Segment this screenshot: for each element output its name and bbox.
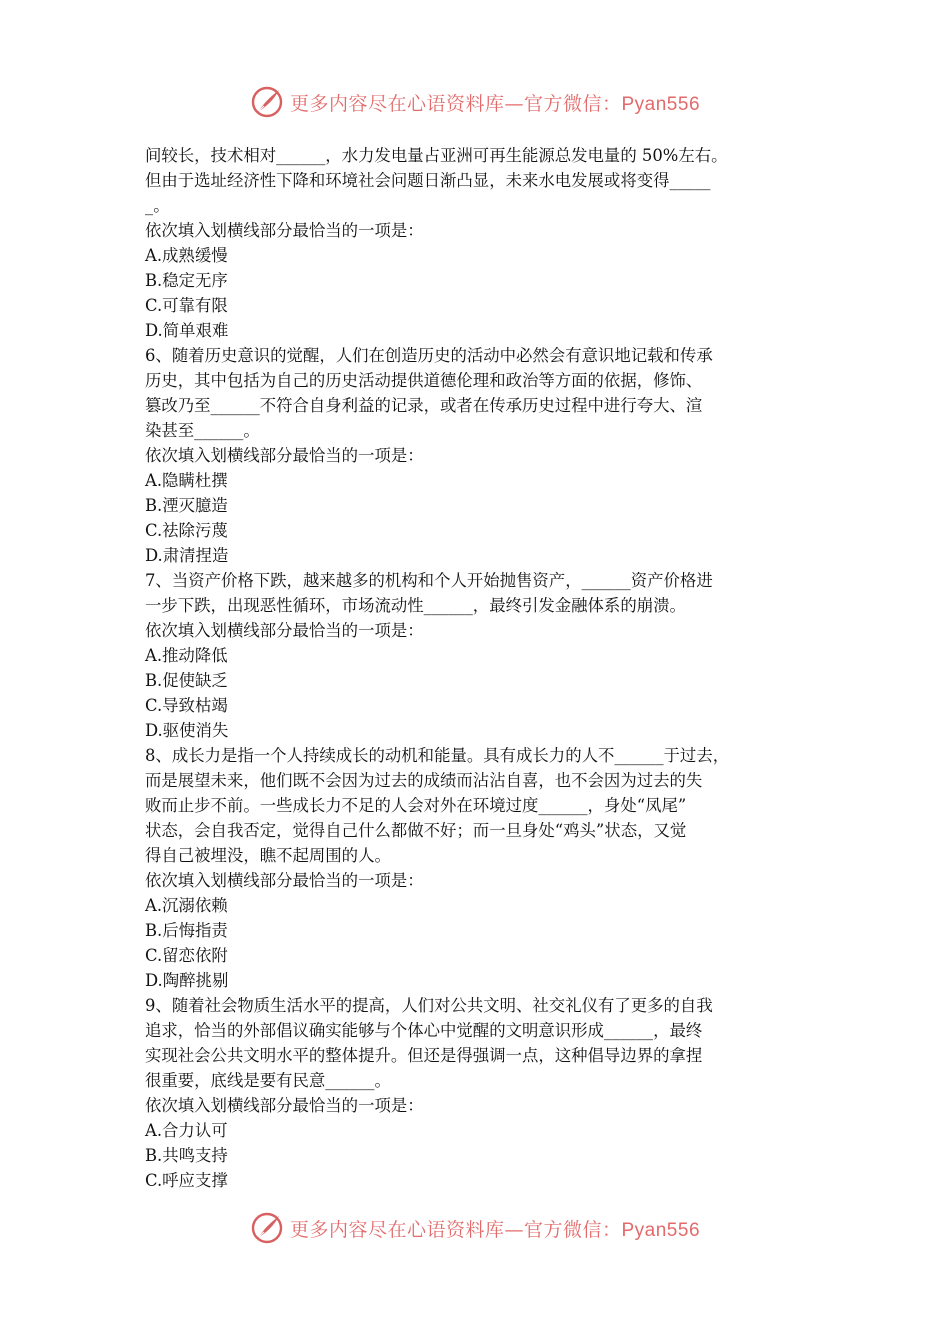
text-line: B.后悔指责 (145, 921, 228, 940)
header-banner (0, 82, 950, 122)
text-line: D.肃清捏造 (145, 546, 229, 565)
text-line: A.沉溺依赖 (145, 896, 228, 915)
text-line: 依次填入划横线部分最恰当的一项是： (145, 1096, 424, 1115)
text-line: B.稳定无序 (145, 271, 228, 290)
text-line: 依次填入划横线部分最恰当的一项是： (145, 446, 424, 465)
text-line: 一步下跌，出现恶性循环，市场流动性______，最终引发金融体系的崩溃。 (145, 596, 686, 615)
text-line: 间较长，技术相对______，水力发电量占亚洲可再生能源总发电量的 50%左右。 (145, 146, 728, 165)
text-line: 很重要，底线是要有民意______。 (145, 1071, 391, 1090)
text-line: 实现社会公共文明水平的整体提升。但还是得强调一点，这种倡导边界的拿捏 (145, 1046, 703, 1065)
text-line: B.促使缺乏 (145, 671, 228, 690)
banner-text: 更多内容尽在心语资料库—官方微信：Pyan556 (289, 92, 701, 115)
text-line: A.成熟缓慢 (145, 246, 228, 265)
banner-text: 更多内容尽在心语资料库—官方微信：Pyan556 (289, 1218, 701, 1241)
text-line: 8、成长力是指一个人持续成长的动机和能量。具有成长力的人不______于过去， (145, 746, 730, 765)
text-line: 但由于选址经济性下降和环境社会问题日渐凸显，未来水电发展或将变得_____ (145, 171, 711, 190)
text-line: B.共鸣支持 (145, 1146, 228, 1165)
text-line: A.合力认可 (145, 1121, 228, 1140)
text-line: 6、随着历史意识的觉醒，人们在创造历史的活动中必然会有意识地记载和传承 (145, 346, 713, 365)
text-line: 状态，会自我否定，觉得自己什么都做不好；而一旦身处“鸡头”状态，又觉 (145, 821, 687, 840)
text-line: A.推动降低 (145, 646, 228, 665)
text-line: 而是展望未来，他们既不会因为过去的成绩而沾沾自喜，也不会因为过去的失 (145, 771, 703, 790)
text-line: C.导致枯竭 (145, 696, 228, 715)
text-line: 篡改乃至______不符合自身利益的记录，或者在传承历史过程中进行夸大、渲 (145, 396, 703, 415)
text-line: A.隐瞒杜撰 (145, 471, 228, 490)
text-line: B.湮灭臆造 (145, 496, 228, 515)
text-line: 得自己被埋没，瞧不起周围的人。 (145, 846, 391, 865)
text-line: D.简单艰难 (145, 321, 229, 340)
text-line: 依次填入划横线部分最恰当的一项是： (145, 621, 424, 640)
footer-banner (0, 1208, 950, 1248)
text-line: C.祛除污蔑 (145, 521, 228, 540)
text-line: 败而止步不前。一些成长力不足的人会对外在环境过度______，身处“凤尾” (145, 796, 687, 815)
text-line: 依次填入划横线部分最恰当的一项是： (145, 871, 424, 890)
text-line: D.驱使消失 (145, 721, 229, 740)
document-body (145, 143, 820, 1193)
text-line: D.陶醉挑剔 (145, 971, 229, 990)
text-line: C.可靠有限 (145, 296, 228, 315)
text-line: 7、当资产价格下跌，越来越多的机构和个人开始抛售资产，______资产价格进 (145, 571, 713, 590)
text-line: 依次填入划横线部分最恰当的一项是： (145, 221, 424, 240)
text-line: 历史，其中包括为自己的历史活动提供道德伦理和政治等方面的依据，修饰、 (145, 371, 703, 390)
text-line: 追求，恰当的外部倡议确实能够与个体心中觉醒的文明意识形成______，最终 (145, 1021, 703, 1040)
text-line: _。 (145, 196, 170, 215)
text-line: C.留恋依附 (145, 946, 228, 965)
quill-pen-logo-icon (250, 85, 284, 119)
text-line: 染甚至______。 (145, 421, 260, 440)
text-line: C.呼应支撑 (145, 1171, 228, 1190)
quill-pen-logo-icon (250, 1211, 284, 1245)
text-line: 9、随着社会物质生活水平的提高，人们对公共文明、社交礼仪有了更多的自我 (145, 996, 713, 1015)
